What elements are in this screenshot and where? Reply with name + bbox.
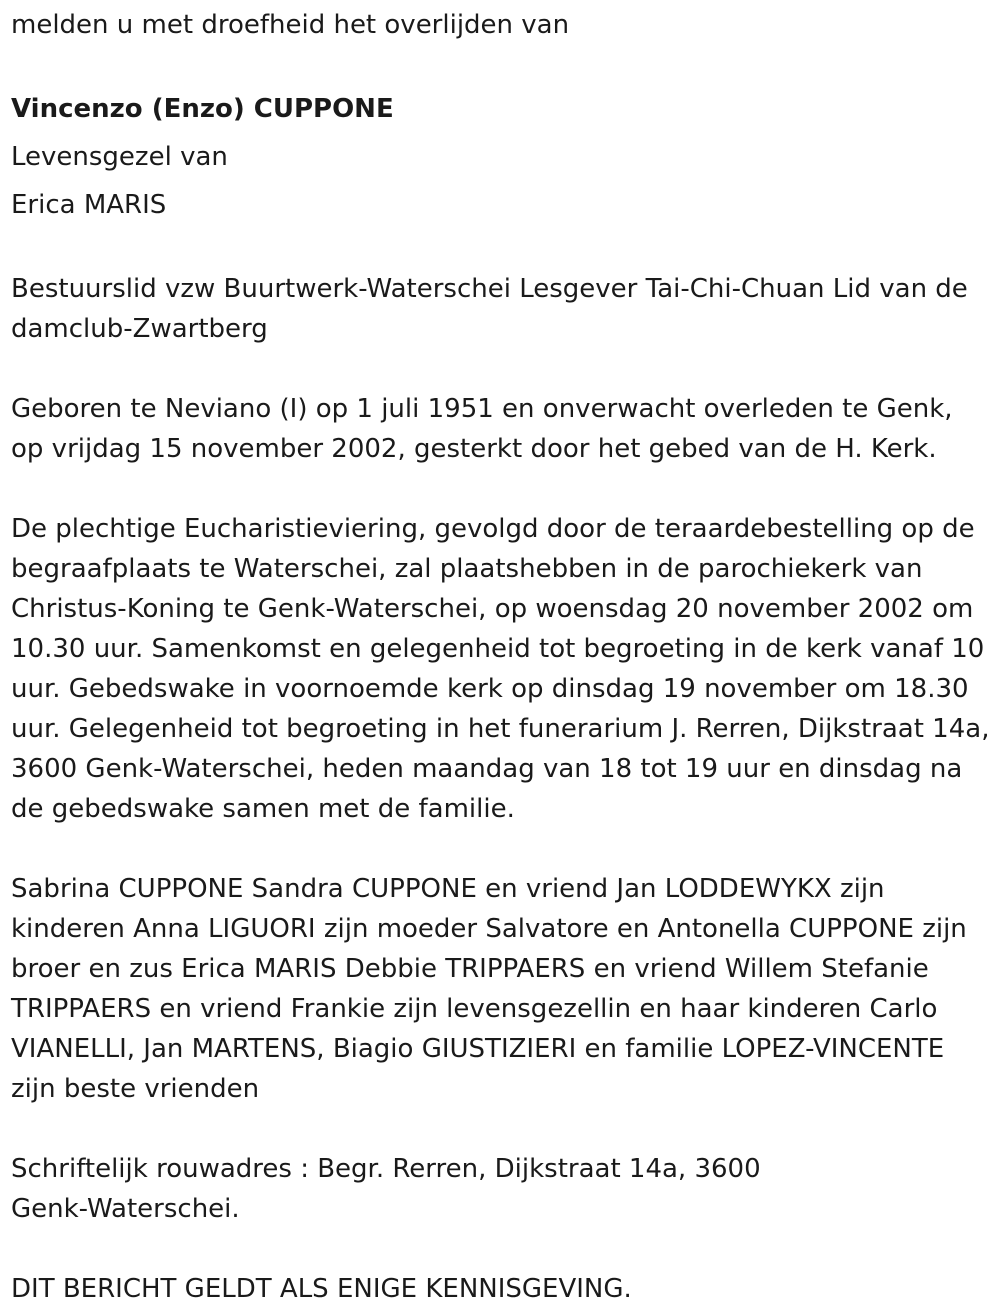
partner-name: Erica MARIS xyxy=(11,190,167,220)
roles-text: Bestuurslid vzw Buurtwerk-Waterschei Lesgever Tai-Chi-Chuan Lid van de damclub-Zwartberg xyxy=(11,274,968,344)
spacer xyxy=(11,45,992,85)
address-line-2: Genk-Waterschei. xyxy=(11,1194,240,1224)
intro-text: melden u met droefheid het overlijden van xyxy=(11,10,570,40)
deceased-name: Vincenzo (Enzo) CUPPONE xyxy=(11,94,394,124)
spacer xyxy=(11,1109,992,1149)
spacer xyxy=(11,229,992,269)
ceremony-text: De plechtige Eucharistieviering, gevolgd door de teraardebestelling op de begraafplaats te Waterschei, zal plaatshebben in de parochiekerk van Christus-Koning te Genk-Waterschei, op woensdag 20 november 2002 om 10.30 uur. Samenkomst en gelegenheid tot begroeting in de kerk vanaf 10 uur. Gebedswake in voornoemde kerk op dinsdag 19 november om 18.30 uur. Gelegenheid tot begroeting in het funerarium J. Rerren, Dijkstraat 14a, 3600 Genk-Waterschei, heden maandag van 18 tot 19 uur en dinsdag na de gebedswake samen met de familie. xyxy=(11,514,990,824)
family-text: Sabrina CUPPONE Sandra CUPPONE en vriend Jan LODDEWYKX zijn kinderen Anna LIGUORI zijn moeder Salvatore en Antonella CUPPONE zijn broer en zus Erica MARIS Debbie TRIPPAERS en vriend Willem Stefanie TRIPPAERS en vriend Frankie zijn levensgezellin en haar kinderen Carlo VIANELLI, Jan MARTENS, Biagio GIUSTIZIERI en familie LOPEZ-VINCENTE zijn beste vrienden xyxy=(11,874,967,1104)
birth-death-text: Geboren te Neviano (I) op 1 juli 1951 en onverwacht overleden te Genk, op vrijdag 15 november 2002, gesterkt door het gebed van de H. Kerk. xyxy=(11,394,953,464)
spacer xyxy=(11,829,992,869)
spacer xyxy=(11,1229,992,1269)
notice-text: DIT BERICHT GELDT ALS ENIGE KENNISGEVING. xyxy=(11,1274,632,1304)
spacer xyxy=(11,469,992,509)
spacer xyxy=(11,349,992,389)
address-line-1: Schriftelijk rouwadres : Begr. Rerren, Dijkstraat 14a, 3600 xyxy=(11,1154,761,1184)
partner-label: Levensgezel van xyxy=(11,142,228,172)
